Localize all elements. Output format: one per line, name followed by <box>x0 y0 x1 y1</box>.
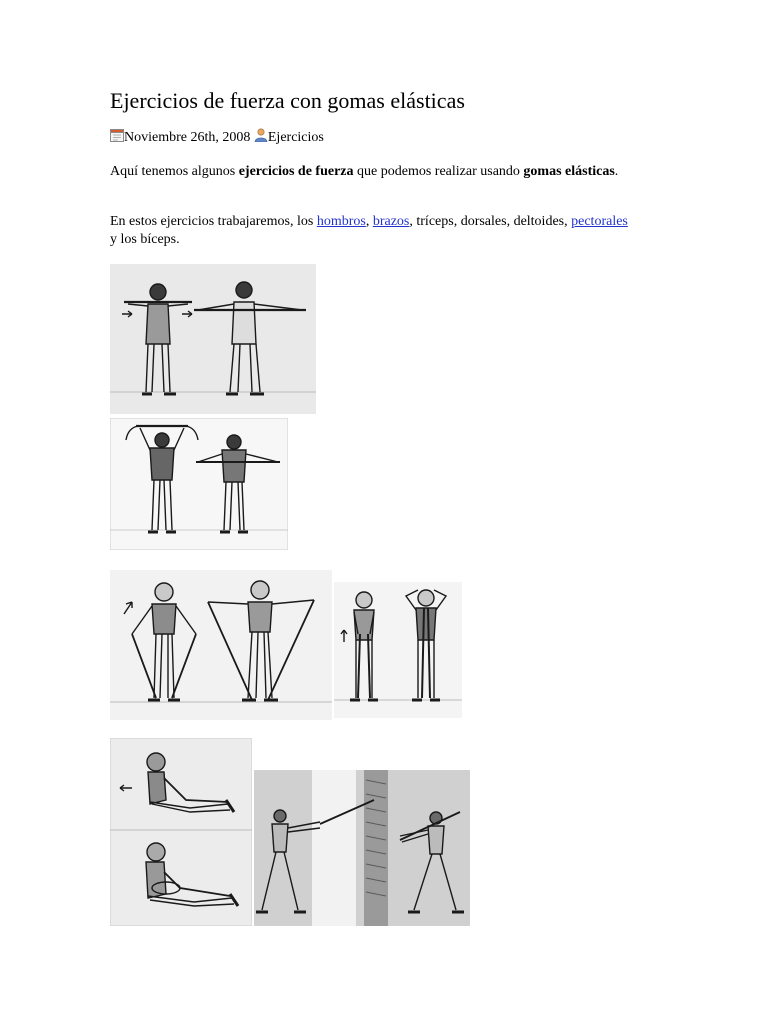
muscles-text: En estos ejercicios trabajaremos, los <box>110 214 317 229</box>
exercise-image-4 <box>334 582 462 718</box>
intro-bold-strength: ejercicios de fuerza <box>238 164 354 179</box>
intro-text: Aquí tenemos algunos <box>110 164 239 179</box>
intro-text-end: . <box>614 164 619 179</box>
muscles-paragraph <box>110 213 630 249</box>
intro-paragraph <box>110 163 630 181</box>
intro-text-middle: que podemos realizar usando <box>353 164 524 179</box>
exercise-image-5 <box>110 738 252 926</box>
muscles-text-middle: , tríceps, dorsales, deltoides, <box>409 214 572 229</box>
post-meta <box>110 128 324 148</box>
user-icon <box>254 128 268 148</box>
post-title: Ejercicios de fuerza con gomas elásticas <box>110 88 465 113</box>
link-hombros[interactable]: hombros <box>316 214 366 229</box>
muscles-sep: , <box>365 214 373 229</box>
post-category[interactable]: Ejercicios <box>267 130 324 145</box>
post-date: Noviembre 26th, 2008 <box>124 130 251 145</box>
intro-bold-bands: gomas elásticas <box>523 164 615 179</box>
link-pectorales[interactable]: pectorales <box>571 214 628 229</box>
exercise-image-2 <box>110 418 288 550</box>
calendar-icon <box>110 128 124 148</box>
exercise-image-1 <box>110 264 316 414</box>
exercise-image-6 <box>254 770 470 926</box>
exercise-image-3 <box>110 570 332 720</box>
link-brazos[interactable]: brazos <box>372 214 410 229</box>
muscles-text-end: y los bíceps. <box>110 232 180 247</box>
